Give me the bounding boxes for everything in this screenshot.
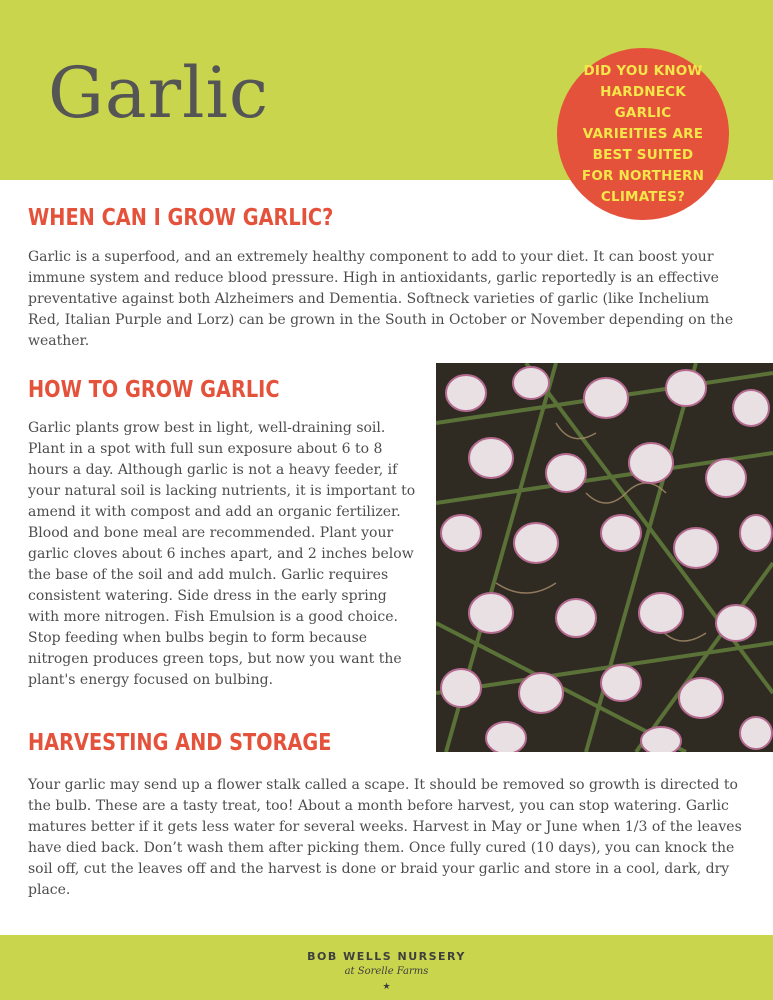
- section-heading-when: WHEN CAN I GROW GARLIC?: [28, 205, 334, 231]
- section-body-when: Garlic is a superfood, and an extremely healthy component to add to your diet. It can boost your immune system and reduce blood pressure. High in antioxidants, garlic reportedly is an effective preventative against both Alzheimers and Dementia. Softneck varieties of garlic (like Inchelium Red, Italian Purple and Lorz) can be grown in the South in October or November depending on the weather.: [28, 249, 734, 349]
- star-icon: ★: [382, 982, 391, 992]
- section-body-how: Garlic plants grow best in light, well-draining soil. Plant in a spot with full sun exposure about 6 to 8 hours a day. Although garlic is not a heavy feeder, if your natural soil is lacking nutrients, it is important to amend it with compost and add an organic fertilizer. Blood and bone meal are recommended. Plant your garlic cloves about 6 inches apart, and 2 inches below the base of the soil and add mulch. Garlic requires consistent watering. Side dress in the early spring with more nitrogen. Fish Emulsion is a good choice. Stop feeding when bulbs begin to form because nitrogen produces green tops, but now you want the plant's energy focused on bulbing.: [28, 420, 416, 688]
- section-body-harvesting: Your garlic may send up a flower stalk called a scape. It should be removed so growth is directed to the bulb. These are a tasty treat, too! About a month before harvest, you can stop watering. Garlic matures better if it gets less water for several weeks. Harvest in May or June when 1/3 of the leaves have died back. Don’t wash them after picking them. Once fully cured (10 days), you can knock the soil off, cut the leaves off and the harvest is done or braid your garlic and store in a cool, dark, dry place.: [28, 777, 742, 898]
- section-heading-harvesting: HARVESTING AND STORAGE: [28, 730, 332, 756]
- brand-logo-name: BOB WELLS NURSERY: [307, 950, 466, 963]
- section-heading-how: HOW TO GROW GARLIC: [28, 377, 280, 403]
- brand-logo-subtitle: at Sorelle Farms: [344, 966, 429, 977]
- garlic-photo: [436, 363, 773, 752]
- page-title: Garlic: [48, 52, 270, 134]
- callout-text: DID YOU KNOW HARDNECK GARLIC VARIEITIES ARE BEST SUITED FOR NORTHERN CLIMATES?: [581, 62, 705, 205]
- did-you-know-callout: [557, 48, 729, 220]
